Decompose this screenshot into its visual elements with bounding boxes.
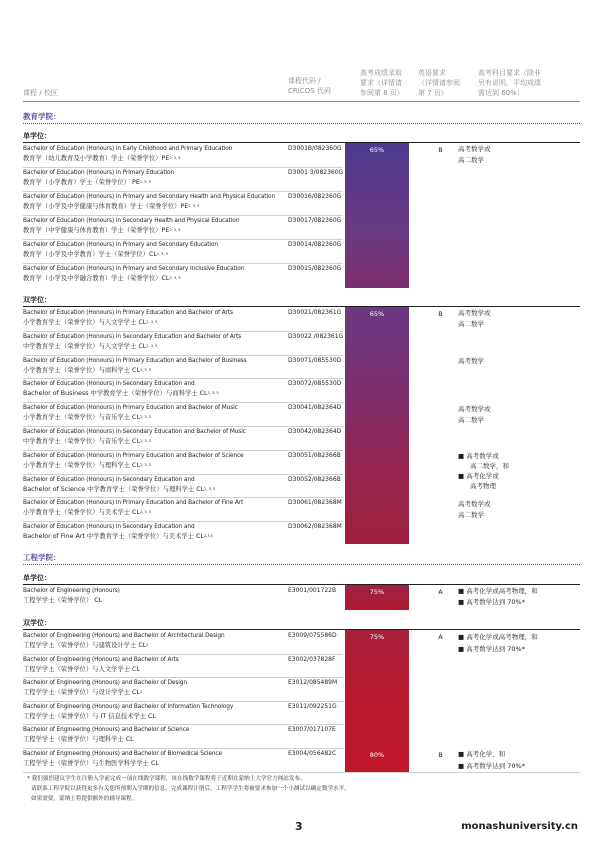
course-name-zh (23, 342, 157, 351)
course-name-en: Bachelor of Education (Honours) in Primary and Secondary Education (23, 242, 218, 248)
footnote-ref: 2,3,5 (203, 534, 213, 539)
course-name-zh-text: 小学教育学士（荣誉学位）与人文学学士 CL (23, 319, 147, 326)
course-name-en: Bachelor of Engineering (Honours) and Bachelor of Science (23, 727, 190, 734)
table-header (23, 62, 580, 102)
row-divider (23, 521, 343, 522)
course-name-zh (23, 688, 142, 697)
subject-req: ■ 高考化学或高考物理，和 (458, 587, 538, 595)
course-name-zh-text: 工程学学士（荣誉学位）与 IT 信息技术学士 CL (23, 712, 156, 720)
row-divider (23, 191, 343, 192)
subhead-double-education: 双学位： (23, 296, 51, 304)
subhead-single-education: 单学位： (23, 132, 51, 140)
table-row (23, 263, 580, 287)
bullet-icon: ■ (458, 633, 467, 641)
score-bar (345, 307, 409, 544)
course-name-zh-text: 教育学（中学健康与体育教育）学士（荣誉学位）PE (23, 227, 170, 234)
course-name-en: Bachelor of Education (Honours) in Secondary Health and Physical Education (23, 218, 240, 224)
header-subject-2: 另有说明，平均成绩 (478, 79, 541, 87)
subhead-double-engineering: 双学位： (23, 619, 51, 627)
course-name-zh (23, 508, 151, 517)
footnote-ref: 2, 3, 5 (139, 510, 152, 515)
section-divider (23, 123, 580, 124)
course-name-en: Bachelor of Education (Honours) in Secondary Education and Bachelor of Music (23, 429, 246, 435)
rule (23, 772, 580, 773)
course-name-zh-text: 小学教育学士（荣誉学位）与商科学士 CL (23, 366, 140, 374)
course-name-en: Bachelor of Education (Honours) in Secondary Education and (23, 381, 195, 388)
english-value: A (438, 633, 443, 641)
subject-req: ■ 高考化学或 (458, 472, 499, 480)
footnote-ref: 2, 3, 5 (146, 343, 158, 348)
row-divider (23, 167, 343, 168)
course-code: D30022 /082361G (288, 332, 344, 340)
course-code: D3001B/082360G (288, 145, 342, 152)
course-code: E3009/075586D (288, 632, 337, 639)
course-name-zh (23, 178, 151, 187)
subject-req: ■ 高考数学达到 70%* (458, 645, 525, 653)
row-divider (23, 426, 343, 427)
subject-req: ■ 高考数学或 (458, 452, 499, 460)
header-code-2: CRICOS 代码 (288, 87, 331, 95)
course-name-en: Bachelor of Education (Honours) in Primary Education and Bachelor of Arts (23, 310, 233, 316)
score-value: 80% (369, 751, 385, 759)
row-divider (23, 331, 343, 332)
footnote-ref: 2, 3, 5 (188, 204, 200, 208)
subject-req: ■ 高考化学或高考物理，和 (458, 633, 538, 641)
course-name-en: Bachelor of Engineering (Honours) and Bachelor of Information Technology (23, 703, 234, 710)
footnote-ref: 2, 3, 5 (139, 367, 152, 372)
course-name-zh-text: 教育学（小学教育）学士（荣誉学位） PE (23, 179, 140, 186)
course-name-zh-text: 工程学学士（荣誉学位）与理科学士 CL (23, 736, 134, 744)
course-name-zh-text: 教育学（小学及中学教育）学士（荣誉学位）CL (23, 251, 157, 258)
page-number: 3 (295, 820, 303, 833)
course-name-zh (23, 485, 215, 494)
course-code: E3007/017107E (288, 726, 336, 734)
footnote-line: * 我们强烈建议学生在注册入学前完成一项在线数学课程，该在线数学课程将于近期在蒙纳士大学官方网站发布。 (27, 776, 306, 782)
score-value: 65% (369, 146, 385, 154)
course-code: D30015/082360G (288, 265, 342, 272)
subject-req: 高考数学 (458, 357, 484, 365)
english-value: A (438, 588, 443, 596)
subject-req: 高考数学或 (458, 309, 491, 317)
score-bar (345, 143, 409, 288)
course-name-zh (23, 250, 168, 259)
course-name-en: Bachelor of Education (Honours) in Primary and Secondary Inclusive Education (23, 266, 245, 272)
course-code: D30014/082360G (288, 241, 342, 248)
course-name-zh-text: 工程学学士（荣誉学位）与设计学学士 CL (23, 689, 140, 697)
course-name-zh-text: 小学教育学士（荣誉学位）与美术学士 CL (23, 509, 140, 517)
header-course: 课程 / 校区 (23, 89, 58, 97)
footnote-ref: 2, 3, 5 (204, 486, 216, 491)
course-name-en: Bachelor of Education (Honours) in Secondary Education and (23, 476, 195, 483)
course-name-zh-text: 中学教育学士（荣誉学位）与人文学学士 CL (23, 342, 147, 350)
score-value: 75% (369, 633, 385, 641)
site-url: monashuniversity.cn (461, 821, 578, 832)
course-code: E3002/037828F (288, 655, 336, 663)
course-name-zh-text: Bachelor of Business 中学教育学士（荣誉学位）与商科学士 CL (23, 390, 208, 398)
row-divider (23, 355, 343, 356)
table-row (23, 521, 580, 545)
bullet-icon: ■ (458, 452, 467, 460)
header-english-1: 英语要求 (418, 69, 446, 77)
table-row (23, 215, 580, 239)
footnote-line: 如果需要，蒙纳士将提供额外的辅导课程。 (31, 796, 138, 802)
course-name-zh-text: 小学教育学士（荣誉学位）与音乐学士 CL (23, 414, 140, 422)
subject-req: ■ 高考化学，和 (458, 750, 506, 758)
row-divider (23, 402, 343, 403)
course-name-zh-text: 中学教育学士（荣誉学位）与音乐学士 CL (23, 438, 140, 445)
course-name-zh (23, 274, 181, 283)
table-row (23, 724, 580, 748)
course-code: E3001/001722B (288, 587, 337, 594)
subject-req: 高二数学 (458, 156, 484, 164)
course-name-en: Bachelor of Education (Honours) in Secondary Education and (23, 524, 195, 531)
table-row (23, 378, 580, 402)
bullet-icon: ■ (458, 645, 467, 653)
course-name-en: Bachelor of Engineering (Honours) and Bachelor of Biomedical Science (23, 751, 222, 757)
course-code: D30072/085530D (288, 380, 342, 388)
bullet-icon: ■ (458, 587, 467, 595)
footnote-ref: 2 (139, 690, 143, 695)
course-name-zh (23, 759, 159, 768)
english-value: B (438, 310, 443, 318)
table-row (23, 191, 580, 215)
course-name-zh-text: 教育学（小学及中学融合教育）学士（荣誉学位）CL (23, 275, 170, 282)
course-name-en: Bachelor of Education (Honours) in Primary Education (23, 170, 175, 176)
course-code: E3004/056482C (288, 750, 337, 757)
header-subject-3: 需达到 60%） (478, 89, 524, 97)
table-row (23, 677, 580, 701)
subject-req: 高二数学 (458, 511, 484, 519)
header-gaokao-3: 参阅第 8 页） (360, 89, 404, 97)
subject-req: 高二数学 (458, 416, 484, 424)
course-name-zh (23, 226, 180, 235)
table-row (23, 654, 580, 678)
subject-req: ■ 高考数学达到 70%* (458, 762, 525, 770)
table-row (23, 701, 580, 725)
row-divider (23, 474, 343, 475)
bullet-icon: ■ (458, 472, 467, 480)
course-name-zh-text: 教育学（小学及中学健康与体育教育）学士（荣誉学位）PE (23, 203, 189, 210)
row-divider (23, 378, 343, 379)
section-education: 教育学院： (23, 112, 61, 121)
course-code: D30017/082360G (288, 217, 342, 224)
table-row (23, 331, 580, 355)
footnote-line: 请联系工程学院以获得更多有关您所预期入学期的信息。完成课程注册后，工程学学生将被要求参加一个小测试以确定数学水平。 (31, 786, 350, 792)
course-name-zh (23, 665, 140, 674)
footnote-ref: 2, 3, 5 (139, 180, 151, 184)
subhead-single-engineering: 单学位： (23, 574, 51, 582)
course-name-zh (23, 366, 151, 375)
course-name-zh-text: 教育学（幼儿教育及小学教育）学士（荣誉学位）PE (23, 155, 170, 162)
course-code: D3001 3/082360G (288, 169, 344, 176)
header-english-3: 第 7 页） (418, 89, 448, 97)
course-code: E3011/092251G (288, 702, 337, 710)
table-row (23, 355, 580, 379)
course-name-zh (23, 437, 151, 446)
table-row (23, 497, 580, 521)
row-divider (23, 263, 343, 264)
score-value: 75% (369, 588, 385, 596)
footnote-ref: 2, 3, 5 (169, 156, 181, 160)
header-gaokao-1: 高考成绩录取 (360, 69, 402, 77)
score-value: 65% (369, 310, 385, 318)
course-name-zh (23, 202, 199, 211)
header-subject-1: 高考科目要求（除非 (478, 69, 541, 77)
row-divider (23, 677, 343, 678)
subject-req: 高考数学或 (458, 500, 491, 508)
footnote-ref: 2, 3, 5 (139, 415, 152, 420)
course-name-en: Bachelor of Engineering (Honours) and Bachelor of Architectural Design (23, 633, 225, 639)
course-code: D30061/082368M (288, 499, 342, 507)
course-code: D30062/082368M (288, 523, 342, 531)
header-english-2: （详情请参阅 (418, 79, 460, 87)
course-name-zh-text: 小学教育学士（荣誉学位）与理科学士 CL (23, 461, 140, 469)
section-divider (23, 564, 580, 565)
course-name-zh (23, 532, 213, 541)
row-divider (23, 654, 343, 655)
header-code-1: 课程代码 / (288, 77, 321, 85)
row-divider (23, 450, 343, 451)
course-name-zh (23, 413, 151, 422)
bullet-icon: ■ (458, 762, 467, 770)
subject-req: 高考数学或 (458, 145, 491, 153)
table-row (23, 426, 580, 450)
subject-req: 高考数学或 (458, 405, 491, 413)
row-divider (23, 497, 343, 498)
course-code: D30021/082361G (288, 309, 342, 316)
course-name-zh-text: 工程学学士（荣誉学位）与人文学学士 CL (23, 665, 140, 673)
table-row (23, 402, 580, 426)
header-gaokao-2: 要求（详情请 (360, 79, 402, 87)
course-code: D30071/085530D (288, 356, 342, 364)
row-divider (23, 701, 343, 702)
row-divider (23, 724, 343, 725)
course-code: D30041/082364D (288, 404, 342, 412)
bullet-icon: ■ (458, 598, 467, 606)
course-code: D30016/082360G (288, 193, 342, 200)
footnote-ref: 2, 3, 5 (169, 228, 181, 232)
course-name-zh (23, 712, 156, 721)
course-name-zh: 工程学学士（荣誉学位） CL (23, 597, 103, 604)
english-value: B (438, 146, 443, 154)
course-code: D30052/082366B (288, 475, 341, 483)
footnote-ref: 2, 3, 5 (207, 391, 219, 396)
english-value: B (438, 751, 443, 759)
course-name-en: Bachelor of Education (Honours) in Primary Education and Bachelor of Business (23, 357, 247, 364)
subject-req: ■ 高考数学达到 70%* (458, 598, 525, 606)
course-name-zh (23, 641, 149, 650)
table-row (23, 307, 580, 331)
table-row (23, 167, 580, 191)
course-name-en: Bachelor of Education (Honours) in Early Childhood and Primary Education (23, 146, 233, 152)
course-code: D30051/082366B (288, 451, 341, 459)
bullet-icon: ■ (458, 750, 467, 758)
course-code: D30042/082364D (288, 428, 342, 435)
course-name-zh (23, 735, 134, 744)
course-name-en: Bachelor of Education (Honours) in Primary Education and Bachelor of Music (23, 405, 238, 412)
footnote-ref: 2, 3, 5 (156, 252, 168, 256)
subject-req: 高二数学，和 (470, 462, 509, 470)
footnote-ref: 2, 3, 5 (139, 462, 152, 467)
footnote-ref: 2, 3, 5 (169, 276, 181, 280)
course-name-zh-text: 工程学学士（荣誉学位）与建筑设计学士 CL (23, 642, 147, 649)
course-name-en: Bachelor of Education (Honours) in Primary and Secondary Health and Physical Education (23, 194, 276, 200)
course-name-en: Bachelor of Engineering (Honours) (23, 588, 120, 594)
course-name-en: Bachelor of Engineering (Honours) and Bachelor of Arts (23, 656, 179, 663)
course-name-zh-text: 工程学学士（荣誉学位）与生物医学科学学士 CL (23, 760, 159, 767)
course-name-en: Bachelor of Engineering (Honours) and Bachelor of Design (23, 680, 187, 687)
row-divider (23, 239, 343, 240)
course-name-zh (23, 318, 157, 327)
section-engineering: 工程学院： (23, 553, 61, 562)
table-row (23, 143, 580, 167)
course-code: E3012/085489M (288, 679, 338, 687)
course-name-zh (23, 389, 219, 398)
course-name-zh-text: Bachelor of Fine Art 中学教育学士（荣誉学位）与美术学士 CL (23, 533, 204, 541)
course-name-en: Bachelor of Education (Honours) in Primary Education and Bachelor of Science (23, 452, 244, 459)
course-name-zh-text: Bachelor of Science 中学教育学士（荣誉学位）与理科学士 CL (23, 485, 205, 493)
subject-req: 高考物理 (470, 482, 496, 490)
table-row (23, 239, 580, 263)
course-name-zh (23, 154, 180, 163)
footnote-ref: 2, 3, 5 (139, 439, 152, 443)
course-name-en: Bachelor of Education (Honours) in Primary Education and Bachelor of Fine Art (23, 500, 244, 507)
subject-req: 高二数学 (458, 320, 484, 328)
footnote-ref: 2 (146, 643, 149, 647)
footnote-ref: 2, 3, 5 (146, 320, 158, 324)
row-divider (23, 748, 343, 749)
course-name-en: Bachelor of Education (Honours) in Secondary Education and Bachelor of Arts (23, 333, 242, 340)
row-divider (23, 215, 343, 216)
course-name-zh (23, 461, 151, 470)
